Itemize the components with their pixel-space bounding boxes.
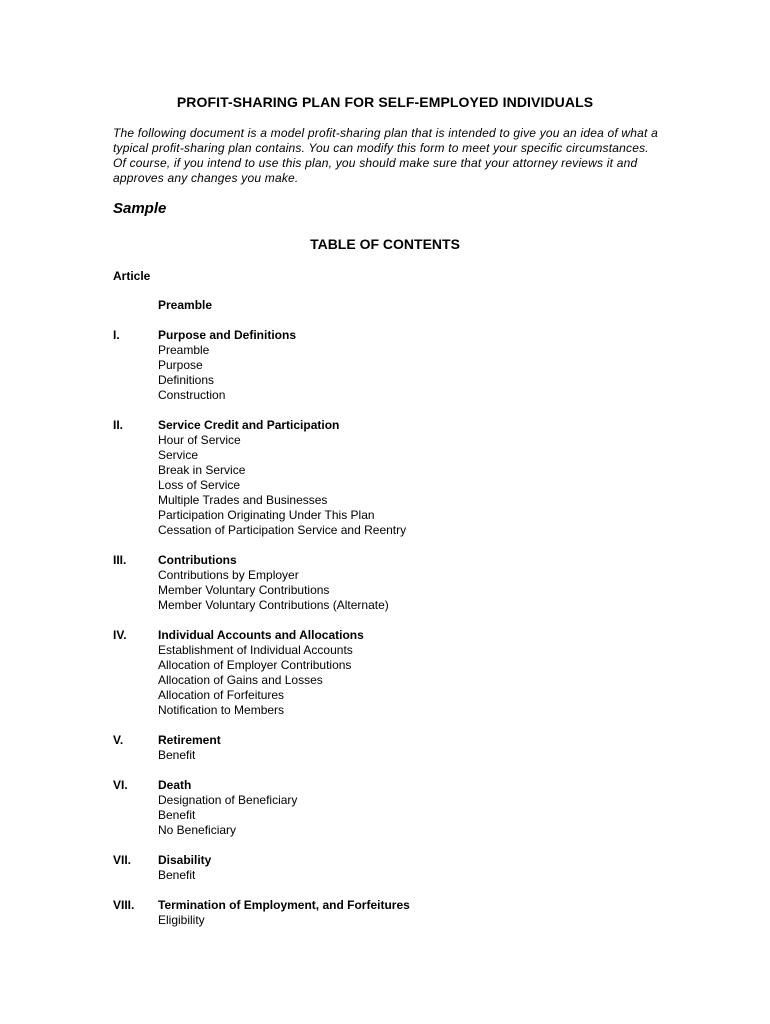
- toc-section-item: Cessation of Participation Service and Reentry: [158, 523, 407, 537]
- toc-section-item: Definitions: [158, 373, 215, 387]
- toc-section-item: Allocation of Forfeitures: [158, 688, 285, 702]
- toc-section-item: Notification to Members: [158, 703, 285, 717]
- toc-article-title: Termination of Employment, and Forfeitures: [158, 898, 410, 912]
- toc-section-item: Participation Originating Under This Plan: [158, 508, 375, 522]
- toc-section-item: Allocation of Employer Contributions: [158, 658, 352, 672]
- sample-label: Sample: [113, 200, 167, 217]
- toc-section-item: Contributions by Employer: [158, 568, 299, 582]
- table-of-contents: [113, 298, 673, 943]
- toc-section-item: Eligibility: [158, 913, 205, 927]
- toc-entry-body: [158, 628, 673, 718]
- toc-section-item: Purpose: [158, 358, 203, 372]
- toc-article-number: V.: [113, 733, 124, 747]
- toc-section-item: Member Voluntary Contributions (Alternate): [158, 598, 389, 612]
- toc-entry: [113, 418, 673, 538]
- toc-section-item: No Beneficiary: [158, 823, 237, 837]
- toc-article-number: VIII.: [113, 898, 135, 912]
- toc-article-title: Purpose and Definitions: [158, 328, 297, 342]
- toc-entry: [113, 778, 673, 838]
- toc-entry-body: [158, 778, 673, 838]
- toc-entry: [113, 553, 673, 613]
- document-title: PROFIT-SHARING PLAN FOR SELF-EMPLOYED INDIVIDUALS: [176, 94, 594, 110]
- toc-section-item: Allocation of Gains and Losses: [158, 673, 323, 687]
- intro-paragraph: [113, 126, 663, 186]
- toc-section-item: Benefit: [158, 868, 196, 882]
- toc-article-title: Individual Accounts and Allocations: [158, 628, 364, 642]
- toc-article-title: Retirement: [158, 733, 221, 747]
- toc-article-number: VI.: [113, 778, 128, 792]
- toc-entry: [113, 898, 673, 928]
- toc-article-title: Death: [158, 778, 192, 792]
- toc-heading: TABLE OF CONTENTS: [310, 236, 460, 252]
- toc-article-title: Service Credit and Participation: [158, 418, 340, 432]
- toc-entry-body: [158, 898, 673, 928]
- toc-article-number: II.: [113, 418, 124, 432]
- toc-entry: [113, 298, 673, 313]
- toc-section-item: Establishment of Individual Accounts: [158, 643, 353, 657]
- toc-section-item: Member Voluntary Contributions: [158, 583, 330, 597]
- toc-section-item: Service: [158, 448, 199, 462]
- toc-entry-body: [158, 328, 673, 403]
- toc-section-item: Designation of Beneficiary: [158, 793, 298, 807]
- toc-entry-body: [158, 853, 673, 883]
- toc-article-number: I.: [113, 328, 120, 342]
- toc-entry-body: [158, 418, 673, 538]
- toc-entry: [113, 733, 673, 763]
- toc-article-title: Preamble: [158, 298, 213, 312]
- toc-entry: [113, 628, 673, 718]
- toc-article-title: Contributions: [158, 553, 237, 567]
- toc-article-number: III.: [113, 553, 127, 567]
- toc-section-item: Break in Service: [158, 463, 246, 477]
- toc-entry-body: [158, 553, 673, 613]
- toc-entry: [113, 328, 673, 403]
- toc-section-item: Construction: [158, 388, 226, 402]
- toc-article-number: IV.: [113, 628, 127, 642]
- intro-text: The following document is a model profit-sharing plan that is intended to give you an idea of what a typical profit-sharing plan contains. You can modify this form to meet your specific circumstances. Of course, if you intend to use this plan, you should make sure that your attorney reviews it and approves any changes you make.: [113, 126, 658, 185]
- toc-section-item: Benefit: [158, 748, 196, 762]
- toc-section-item: Multiple Trades and Businesses: [158, 493, 328, 507]
- article-column-label: Article: [113, 269, 151, 283]
- toc-section-item: Loss of Service: [158, 478, 241, 492]
- toc-entry-body: [158, 733, 673, 763]
- toc-section-item: Benefit: [158, 808, 196, 822]
- toc-entry-body: [158, 298, 673, 313]
- toc-article-number: VII.: [113, 853, 132, 867]
- toc-entry: [113, 853, 673, 883]
- toc-section-item: Preamble: [158, 343, 210, 357]
- toc-article-title: Disability: [158, 853, 212, 867]
- toc-section-item: Hour of Service: [158, 433, 241, 447]
